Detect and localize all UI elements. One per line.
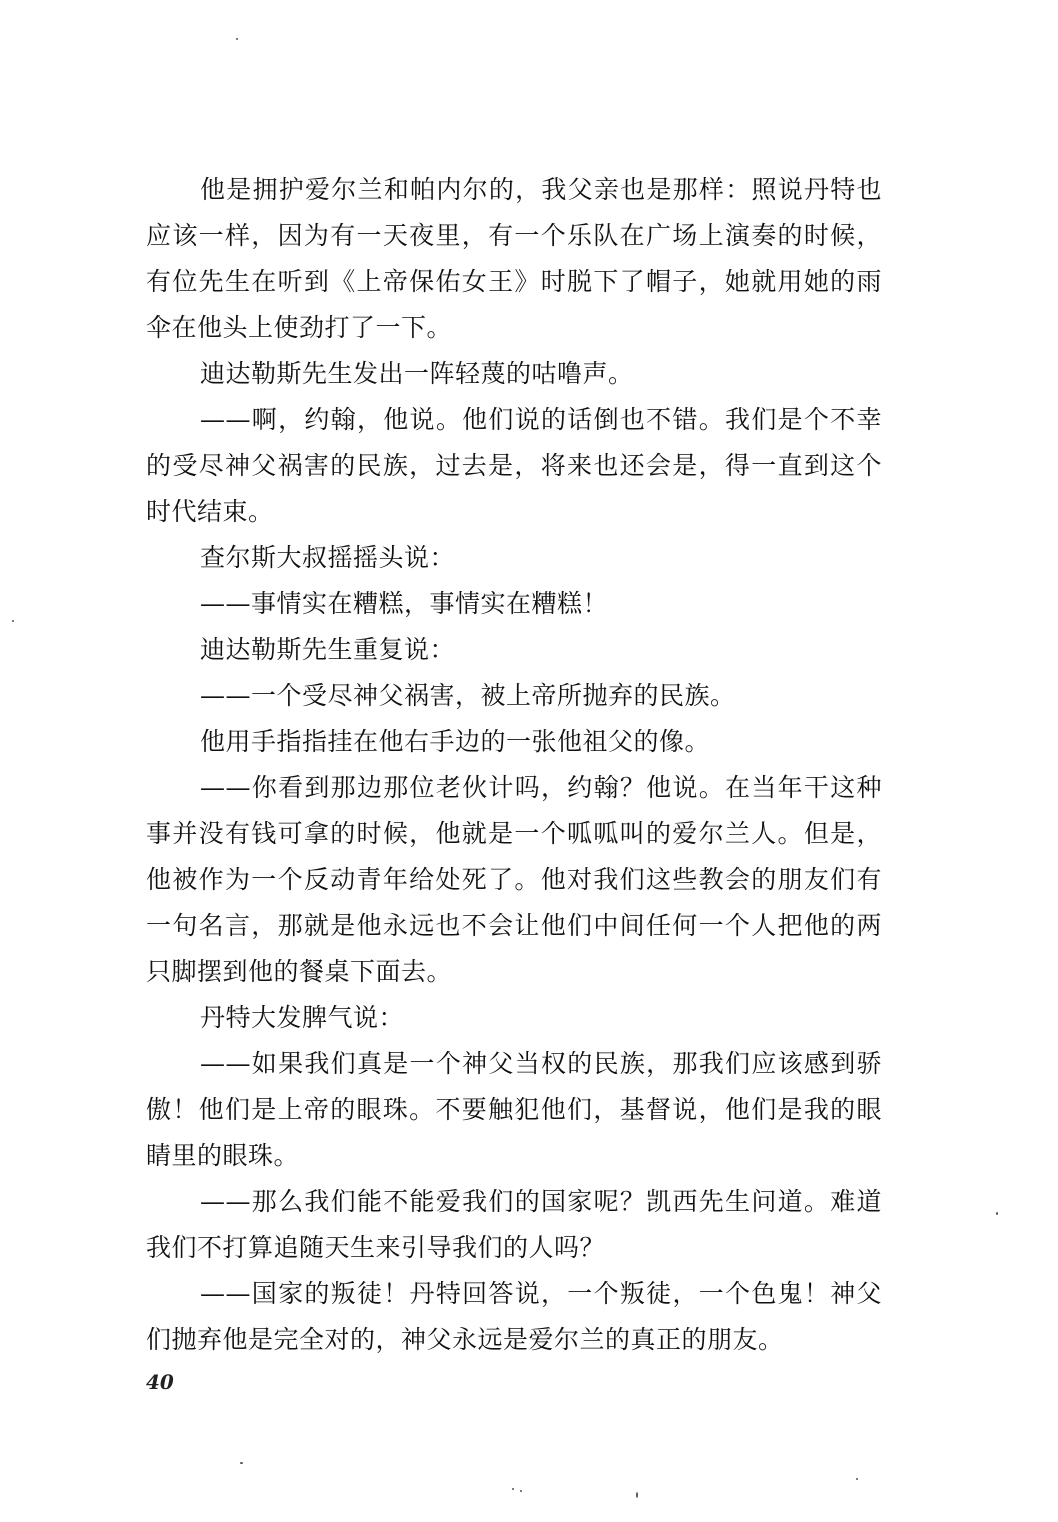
paragraph-6: 迪达勒斯先生重复说：: [200, 635, 456, 664]
body-text: [146, 167, 882, 1363]
paragraph-12: ——那么我们能不能爱我们的国家呢？凯西先生问道。难道我们不打算追随天生来引导我们的人吗？: [146, 1187, 882, 1262]
paragraph-1: 他是拥护爱尔兰和帕内尔的，我父亲也是那样：照说丹特也应该一样，因为有一天夜里，有一个乐队在广场上演奏的时候，有位先生在听到《上帝保佑女王》时脱下了帽子，她就用她的雨伞在他头上使劲打了一下。: [146, 175, 882, 342]
scan-speck: [236, 38, 238, 40]
paragraph-9: ——你看到那边那位老伙计吗，约翰？他说。在当年干这种事并没有钱可拿的时候，他就是一个呱呱叫的爱尔兰人。但是，他被作为一个反动青年给处死了。他对我们这些教会的朋友们有一句名言，那就是他永远也不会让他们中间任何一个人把他的两只脚摆到他的餐桌下面去。: [146, 773, 882, 986]
paragraph-13: ——国家的叛徒！丹特回答说，一个叛徒，一个色鬼！神父们抛弃他是完全对的，神父永远是爱尔兰的真正的朋友。: [146, 1279, 882, 1354]
paragraph-7: ——一个受尽神父祸害，被上帝所抛弃的民族。: [200, 681, 736, 710]
scan-speck: [636, 1492, 638, 1498]
scan-speck: [856, 1478, 858, 1480]
paragraph-10: 丹特大发脾气说：: [200, 1003, 405, 1032]
scan-speck: [520, 1490, 522, 1492]
page-number: 40: [146, 1370, 174, 1394]
scan-speck: [12, 620, 14, 622]
scan-speck: [512, 1488, 514, 1490]
paragraph-3: ——啊，约翰，他说。他们说的话倒也不错。我们是个不幸的受尽神父祸害的民族，过去是，将来也还会是，得一直到这个时代结束。: [146, 405, 882, 526]
scan-speck: [996, 1212, 998, 1215]
scan-speck: [240, 1462, 243, 1464]
paragraph-11: ——如果我们真是一个神父当权的民族，那我们应该感到骄傲！他们是上帝的眼珠。不要触犯他们，基督说，他们是我的眼睛里的眼珠。: [146, 1049, 882, 1170]
paragraph-5: ——事情实在糟糕，事情实在糟糕！: [200, 589, 609, 618]
paragraph-4: 查尔斯大叔摇摇头说：: [200, 543, 456, 572]
paragraph-8: 他用手指指挂在他右手边的一张他祖父的像。: [200, 727, 711, 756]
paragraph-2: 迪达勒斯先生发出一阵轻蔑的咕噜声。: [200, 359, 634, 388]
